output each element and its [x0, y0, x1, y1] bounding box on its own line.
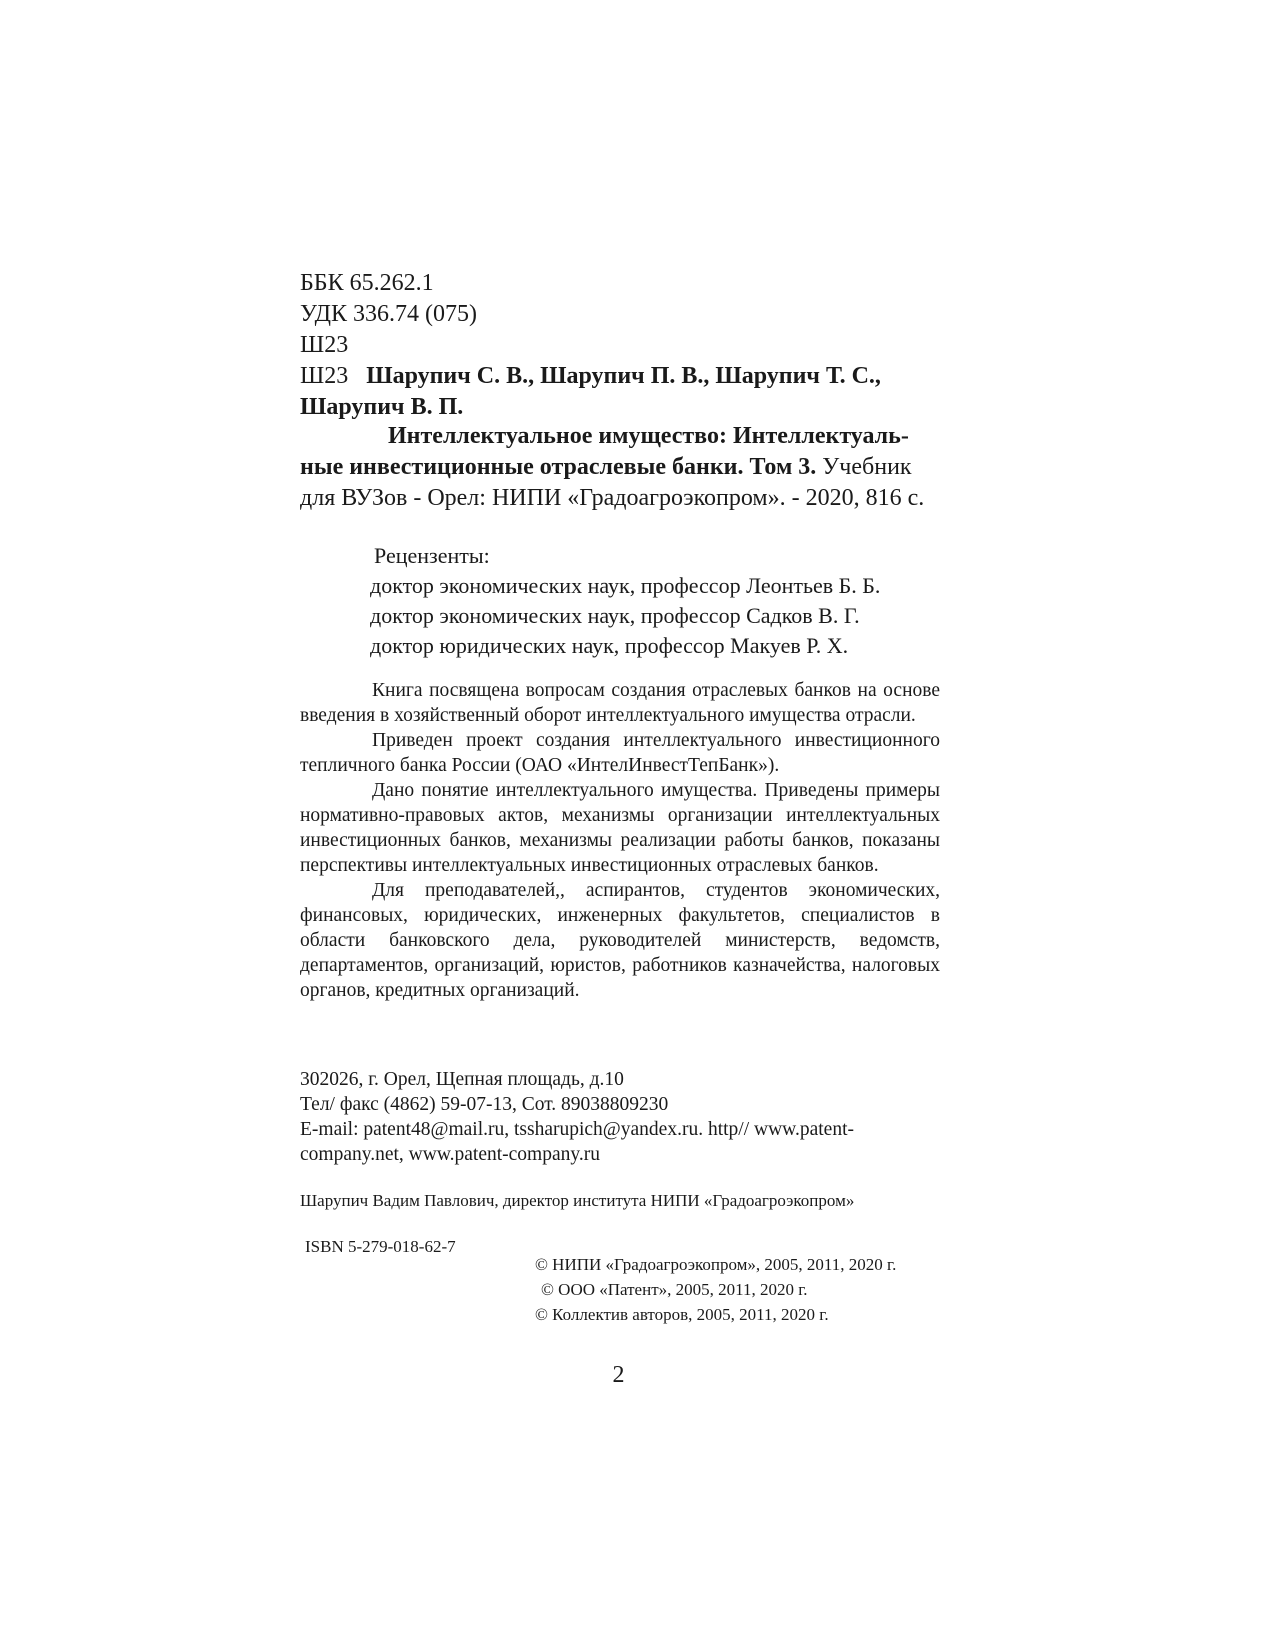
address: 302026, г. Орел, Щепная площадь, д.10: [300, 1069, 624, 1090]
book-title: [300, 421, 940, 514]
title-line-1: [300, 421, 940, 452]
reviewer-item: доктор экономических наук, профессор Леонтьев Б. Б.: [370, 573, 881, 598]
author-code: Ш23: [300, 363, 349, 389]
author-mark: Ш23: [300, 332, 349, 358]
copyright-line: © ООО «Патент», 2005, 2011, 2020 г.: [541, 1280, 808, 1299]
abstract-paragraph: Дано понятие интеллектуального имущества. Приведены примеры нормативно-правовых актов, механизмы организации интеллектуальных инвестиционных банков, механизмы реализации работы банков, показаны перспективы интеллектуальных инвестиционных отраслевых банков.: [300, 780, 940, 876]
abstract-paragraph: Приведен проект создания интеллектуального инвестиционного тепличного банка России (ОАО «ИнтелИнвестТепБанк»).: [300, 730, 940, 776]
authors: [300, 361, 940, 423]
reviewers: [300, 541, 940, 661]
authors-names-1: Шарупич С. В., Шарупич П. В., Шарупич Т. С.,: [366, 363, 881, 389]
classification-codes: [300, 268, 940, 361]
copyright-line: © Коллектив авторов, 2005, 2011, 2020 г.: [535, 1305, 829, 1324]
udk-code: УДК 336.74 (075): [300, 301, 477, 327]
contacts: [300, 1067, 940, 1167]
abstract: [300, 678, 940, 1003]
phone: Тел/ факс (4862) 59-07-13, Сот. 89038809230: [300, 1094, 669, 1115]
isbn: ISBN 5-279-018-62-7: [305, 1237, 456, 1256]
copyright: [535, 1252, 955, 1327]
authors-line-1: [300, 361, 940, 392]
title-text-1: Интеллектуальное имущество: Интеллектуаль-: [388, 423, 909, 449]
page-number: 2: [612, 1362, 625, 1388]
email-line-1: E-mail: patent48@mail.ru, tssharupich@yandex.ru. http// www.patent-: [300, 1119, 854, 1140]
bbk-code: ББК 65.262.1: [300, 270, 434, 296]
email-line-2: company.net, www.patent-company.ru: [300, 1144, 600, 1165]
title-line-3: для ВУЗов - Орел: НИПИ «Градоагроэкопром». - 2020, 816 с.: [300, 485, 925, 511]
reviewer-item: доктор юридических наук, профессор Макуев Р. Х.: [370, 633, 849, 658]
reviewers-heading: Рецензенты:: [374, 543, 490, 568]
title-type: Учебник: [816, 454, 912, 480]
title-line-2: [300, 452, 940, 483]
abstract-paragraph: Для преподавателей,, аспирантов, студентов экономических, финансовых, юридических, инженерных факультетов, специалистов в области банковского дела, руководителей министерств, ведомств, департаментов, организаций, юристов, работников казначейства, налоговых органов, кредитных организаций.: [300, 880, 940, 1001]
reviewer-item: доктор экономических наук, профессор Садков В. Г.: [370, 603, 860, 628]
abstract-paragraph: Книга посвящена вопросам создания отраслевых банков на основе введения в хозяйственный оборот интеллектуального имущества отрасли.: [300, 680, 940, 726]
title-text-2: ные инвестиционные отраслевые банки. Том 3.: [300, 454, 817, 480]
authors-line-2: Шарупич В. П.: [300, 394, 464, 420]
director-note: Шарупич Вадим Павлович, директор института НИПИ «Градоагроэкопром»: [300, 1191, 855, 1210]
copyright-line: © НИПИ «Градоагроэкопром», 2005, 2011, 2020 г.: [535, 1255, 897, 1274]
